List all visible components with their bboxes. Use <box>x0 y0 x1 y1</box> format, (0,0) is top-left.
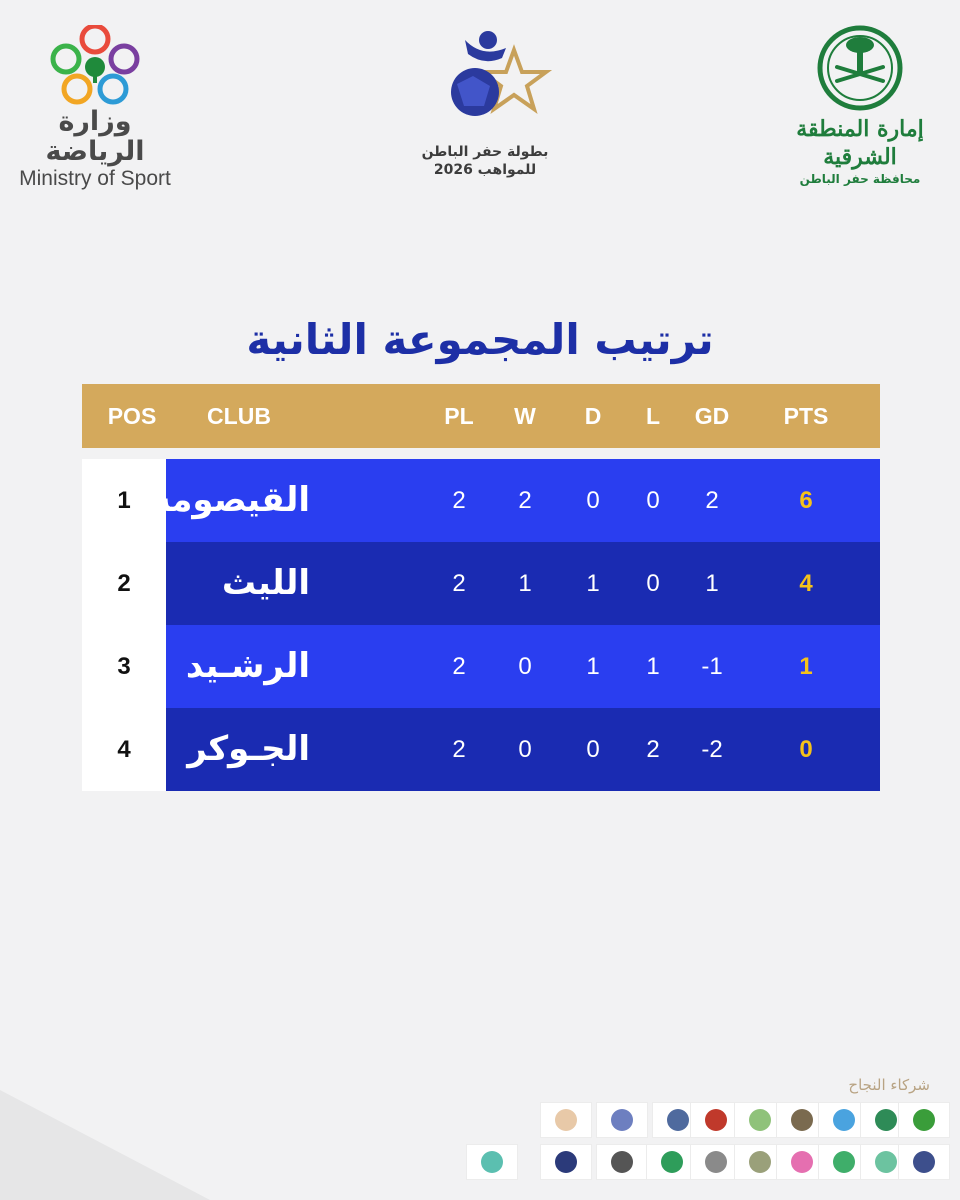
partner-logo <box>596 1144 648 1180</box>
cell-pl: 2 <box>452 570 466 597</box>
cell-w: 2 <box>518 487 532 514</box>
cell-gd: 2 <box>705 487 719 514</box>
cell-pts: 4 <box>799 570 813 597</box>
partner-logo <box>540 1102 592 1138</box>
row-band <box>166 708 880 791</box>
cell-l: 2 <box>646 736 660 763</box>
header-gd: GD <box>694 403 730 429</box>
cell-pl: 2 <box>452 736 466 763</box>
partner-logo <box>898 1102 950 1138</box>
row-band <box>150 459 880 542</box>
table-row <box>82 625 880 708</box>
ministry-of-sport-logo <box>10 25 180 190</box>
cell-w: 1 <box>518 570 532 597</box>
cell-d: 1 <box>586 653 600 680</box>
ministry-english-name: Ministry of Sport <box>19 167 171 190</box>
header-club: CLUB <box>207 403 271 429</box>
club-name: الجـوكر <box>187 729 310 769</box>
header-l: L <box>645 403 661 429</box>
partner-logo <box>898 1144 950 1180</box>
emirate-name: إمارة المنطقة الشرقية <box>796 116 924 170</box>
cell-pts: 0 <box>799 736 813 763</box>
tournament-name-line2: للمواهب 2026 <box>433 162 537 178</box>
row-position: 1 <box>82 459 166 542</box>
tournament-emblem-icon <box>410 10 560 145</box>
row-position: 3 <box>82 625 166 708</box>
club-name: القيصومه <box>150 480 310 520</box>
emirate-logo <box>780 25 940 190</box>
cell-d: 0 <box>586 736 600 763</box>
cell-gd: -1 <box>701 653 723 680</box>
cell-gd: -2 <box>701 736 723 763</box>
cell-d: 0 <box>586 487 600 514</box>
tournament-name-line1: بطولة حفر الباطن <box>421 144 549 160</box>
row-band <box>166 625 880 708</box>
header-pl: PL <box>444 403 474 429</box>
governorate-name: محافظة حفر الباطن <box>799 172 921 186</box>
row-band <box>166 542 880 625</box>
header-pos: POS <box>107 403 157 429</box>
partner-logo <box>596 1102 648 1138</box>
row-position: 2 <box>82 542 166 625</box>
cell-w: 0 <box>518 736 532 763</box>
partner-logo <box>540 1144 592 1180</box>
saudi-emblem-icon <box>815 25 905 111</box>
cell-pl: 2 <box>452 487 466 514</box>
cell-w: 0 <box>518 653 532 680</box>
header-pts: PTS <box>783 403 829 429</box>
ministry-arabic-name: وزارة الرياضة <box>45 106 145 167</box>
cell-pts: 6 <box>799 487 813 514</box>
partner-logo <box>466 1144 518 1180</box>
page-title: ترتيب المجموعة الثانية <box>246 315 714 364</box>
table-row <box>82 542 880 625</box>
cell-l: 1 <box>646 653 660 680</box>
standings-table-header <box>82 384 880 448</box>
partners-title: شركاء النجاح <box>848 1076 930 1094</box>
cell-l: 0 <box>646 570 660 597</box>
cell-l: 0 <box>646 487 660 514</box>
decorative-corner <box>0 1090 210 1200</box>
cell-d: 1 <box>586 570 600 597</box>
cell-pl: 2 <box>452 653 466 680</box>
tournament-logo <box>400 10 570 190</box>
cell-gd: 1 <box>705 570 719 597</box>
row-position: 4 <box>82 708 166 791</box>
ministry-flower-icon <box>50 25 140 105</box>
header-d: D <box>584 403 602 429</box>
table-row <box>82 459 880 542</box>
table-row <box>82 708 880 791</box>
club-name: الليث <box>221 563 310 603</box>
header-w: W <box>514 403 536 429</box>
club-name: الرشـيد <box>185 646 310 686</box>
cell-pts: 1 <box>799 653 813 680</box>
